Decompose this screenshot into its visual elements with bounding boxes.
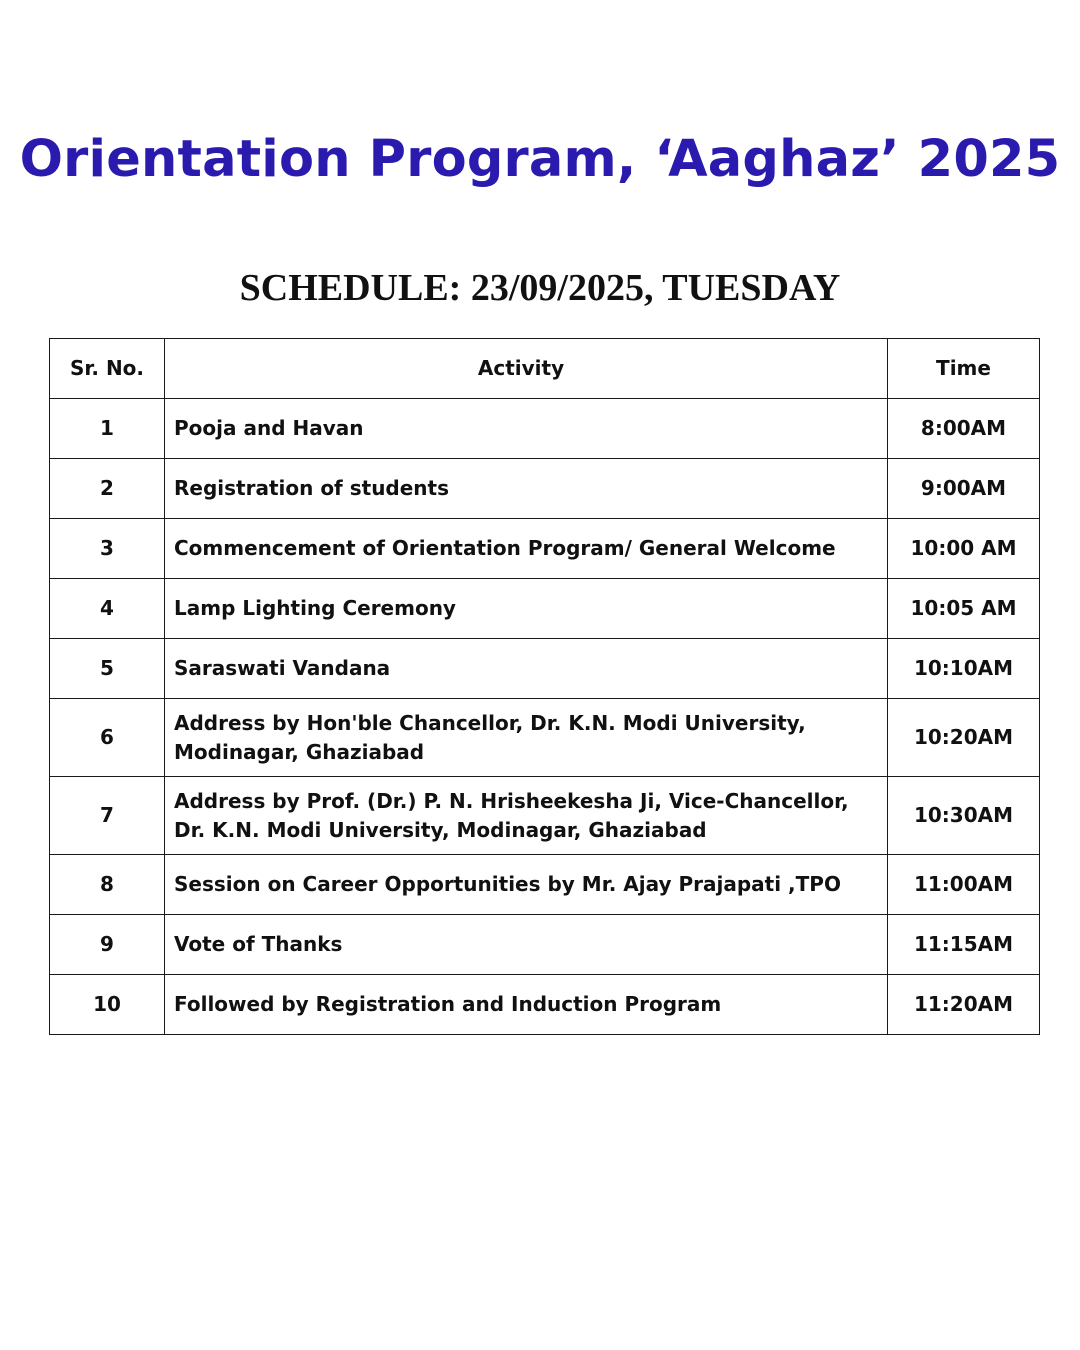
row-activity: Pooja and Havan [165, 399, 888, 459]
row-sr-no: 8 [50, 855, 165, 915]
table-header-row [50, 339, 1040, 399]
row-activity: Saraswati Vandana [165, 639, 888, 699]
row-time: 9:00AM [888, 459, 1040, 519]
row-time: 10:05 AM [888, 579, 1040, 639]
schedule-subtitle: SCHEDULE: 23/09/2025, TUESDAY [239, 267, 841, 309]
header-time: Time [888, 339, 1040, 399]
table-row [50, 519, 1040, 579]
row-time: 11:20AM [888, 975, 1040, 1035]
row-time: 10:00 AM [888, 519, 1040, 579]
table-row [50, 915, 1040, 975]
schedule-table [49, 338, 1040, 1035]
row-sr-no: 1 [50, 399, 165, 459]
row-time: 11:15AM [888, 915, 1040, 975]
row-activity: Vote of Thanks [165, 915, 888, 975]
row-activity: Registration of students [165, 459, 888, 519]
row-time: 10:20AM [888, 699, 1040, 777]
row-time: 8:00AM [888, 399, 1040, 459]
table-row [50, 579, 1040, 639]
row-time: 10:10AM [888, 639, 1040, 699]
table-row [50, 975, 1040, 1035]
row-time: 11:00AM [888, 855, 1040, 915]
page-title: Orientation Program, ‘Aaghaz’ 2025 [19, 130, 1061, 189]
table-row [50, 459, 1040, 519]
row-activity: Address by Hon'ble Chancellor, Dr. K.N. Modi University, Modinagar, Ghaziabad [165, 699, 888, 777]
row-activity: Address by Prof. (Dr.) P. N. Hrisheekesha Ji, Vice-Chancellor, Dr. K.N. Modi University, Modinagar, Ghaziabad [165, 777, 888, 855]
table-row [50, 699, 1040, 777]
row-sr-no: 3 [50, 519, 165, 579]
header-activity: Activity [165, 339, 888, 399]
row-sr-no: 5 [50, 639, 165, 699]
row-sr-no: 9 [50, 915, 165, 975]
row-sr-no: 4 [50, 579, 165, 639]
row-activity: Lamp Lighting Ceremony [165, 579, 888, 639]
row-sr-no: 7 [50, 777, 165, 855]
table-row [50, 639, 1040, 699]
row-time: 10:30AM [888, 777, 1040, 855]
row-sr-no: 10 [50, 975, 165, 1035]
table-row [50, 777, 1040, 855]
table-row [50, 855, 1040, 915]
table-row [50, 399, 1040, 459]
row-activity: Session on Career Opportunities by Mr. Ajay Prajapati ,TPO [165, 855, 888, 915]
row-sr-no: 2 [50, 459, 165, 519]
row-sr-no: 6 [50, 699, 165, 777]
row-activity: Followed by Registration and Induction Program [165, 975, 888, 1035]
row-activity: Commencement of Orientation Program/ General Welcome [165, 519, 888, 579]
header-sr-no: Sr. No. [50, 339, 165, 399]
